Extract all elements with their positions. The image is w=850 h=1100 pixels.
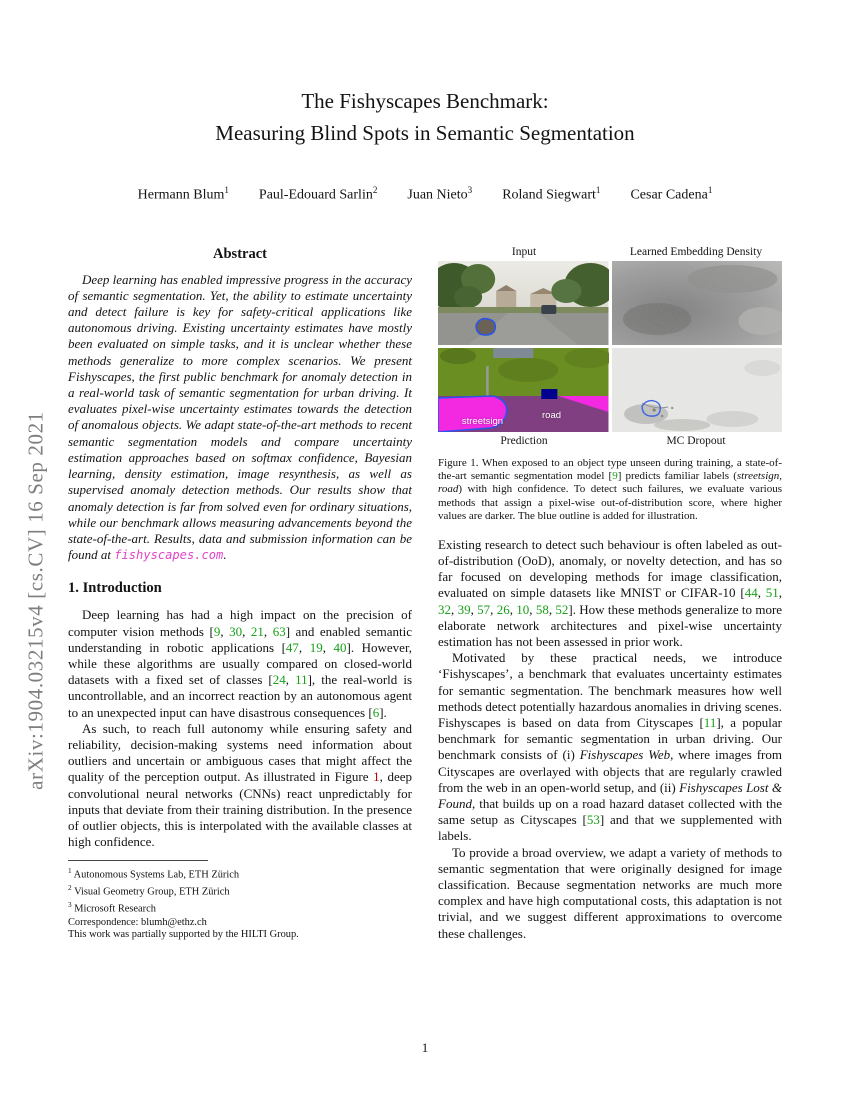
footnote-funding: This work was partially supported by the HILTI Group.	[68, 929, 299, 941]
right-column	[438, 246, 782, 942]
citation-link[interactable]: 47	[285, 639, 299, 655]
citation-link[interactable]: 51	[765, 585, 779, 601]
figure-1	[438, 246, 782, 524]
footnotes-block	[68, 860, 412, 941]
footnote-affiliation-2: $^2$ Visual Geometry Group, ETH Zürich	[68, 884, 230, 898]
footnote-correspondence: Correspondence: blumh@ethz.ch	[68, 916, 207, 928]
affiliation-mark: 2	[372, 185, 378, 195]
prediction-label-streetsign: streetsign	[461, 416, 504, 428]
citation-link[interactable]: 63	[272, 623, 286, 639]
citation-link[interactable]: 53	[586, 812, 600, 828]
citation-link[interactable]: 26	[496, 601, 510, 617]
citation-link[interactable]: 21	[250, 623, 264, 639]
author-list	[68, 185, 782, 204]
figure-bottom-labels	[438, 435, 782, 447]
footnote-affiliation-1: $^1$ Autonomous Systems Lab, ETH Zürich	[68, 867, 240, 881]
mc-dropout-image	[612, 348, 783, 432]
label-learned-embedding-density: Learned Embedding Density	[629, 245, 763, 258]
right-paragraph-3: To provide a broad overview, we adapt a variety of methods to semantic segmentation that were originally designed for image classification. Because segmentation networks are much more complex and have high computational costs, this adaptation is not trivial, and we suggest different approximations to overcome these challenges.	[438, 844, 782, 941]
figure-prediction-cell	[438, 348, 609, 432]
figure-density-cell	[612, 261, 783, 345]
figure-input-cell	[438, 261, 609, 345]
right-paragraph-1: Existing research to detect such behaviour is often labeled as out-of-distribution (OoD), anomaly, or novelty detection, and has so far focused on developing methods for image classification, evaluated on simple datasets like MNIST or CIFAR-10 [44, 51, 32, 39, 57, 26, 10, 58, 52]. How these methods generalize to more elaborate network architectures and pixel-wise uncertainty estimation has not been assessed in prior work.	[438, 536, 783, 649]
label-prediction: Prediction	[500, 434, 548, 447]
citation-link[interactable]: 24	[272, 672, 286, 688]
footnote-rule	[68, 860, 208, 861]
right-paragraph-2: Motivated by these practical needs, we introduce ‘Fishyscapes’, a benchmark that evaluates uncertainty estimates for semantic segmentation. The benchmark measures how well methods detect potentially hazardous anomalies in driving scenes. Fishyscapes is based on data from Cityscapes [11], a popular benchmark for semantic segmentation in urban driving. Our benchmark consists of (i) Fishyscapes Web, where images from Cityscapes are overlayed with objects that are regularly crawled from the web in an open-world setup, and (ii) Fishyscapes Lost & Found, that builds up on a road hazard dataset collected with the same setup as Cityscapes [53] and that we supplemented with labels.	[438, 650, 782, 844]
figure-image-grid	[438, 261, 782, 432]
citation-link[interactable]: 11	[295, 672, 308, 688]
title-line-1: The Fishyscapes Benchmark:	[301, 89, 549, 113]
author-3: Juan Nieto$^3$	[407, 185, 473, 203]
author-4: Roland Siegwart$^1$	[502, 185, 601, 203]
intro-paragraph-2: As such, to reach full autonomy while ensuring safety and reliability, decision-making systems need information about outliers and uncertain or ambiguous cases that might affect the quality of the perception output. As illustrated in Figure 1, deep convolutional neural networks (CNNs) react unpredictably for inputs that deviate from their training distribution. In the presence of outlier objects, this is interpolated with the available classes at high confidence.	[68, 720, 412, 850]
affiliation-mark: 3	[467, 185, 473, 195]
paper-title	[68, 86, 782, 149]
footnote-affiliation-3: $^3$ Microsoft Research	[68, 901, 156, 915]
author-5: Cesar Cadena$^1$	[630, 185, 713, 203]
citation-link[interactable]: 57	[477, 601, 491, 617]
abstract-heading: Abstract	[213, 245, 267, 262]
citation-link[interactable]: 10	[516, 601, 530, 617]
label-input: Input	[511, 245, 537, 258]
figure-mc-dropout-cell	[612, 348, 783, 432]
figure-1-caption: Figure 1. When exposed to an object type unseen during training, a state-of-the-art semantic segmentation model [9] predicts familiar labels (streetsign, road) with high confidence. To detect such failures, we evaluate various methods that assign a pixel-wise out-of-distribution score, where higher values are darker. The blue outline is added for illustration.	[438, 456, 783, 523]
page-number: 1	[421, 1040, 429, 1055]
prediction-label-road: road	[542, 409, 562, 421]
citation-link[interactable]: 9	[612, 470, 618, 483]
citation-link[interactable]: 40	[333, 639, 347, 655]
arxiv-watermark: arXiv:1904.03215v4 [cs.CV] 16 Sep 2021	[23, 411, 48, 790]
affiliation-mark: 1	[595, 185, 601, 195]
citation-link[interactable]: 32	[438, 601, 451, 617]
fishyscapes-link[interactable]: fishyscapes.com	[114, 548, 224, 563]
input-street-scene-image	[438, 261, 609, 345]
two-column-body	[68, 246, 782, 942]
paper-content	[68, 86, 782, 942]
affiliation-mark: 1	[707, 185, 713, 195]
figure-top-labels	[438, 246, 782, 258]
abstract-text: Deep learning has enabled impressive progress in the accuracy of semantic segmentation. Yet, the ability to estimate uncertainty and detect failure is key for safety-critical applications like autonomous driving. Existing uncertainty estimates have mostly been evaluated on simple tasks, and it is unclear whether these methods generalize to more complex scenarios. We present Fishyscapes, the first public benchmark for anomaly detection in a real-world task of semantic segmentation for urban driving. It evaluates pixel-wise uncertainty estimates towards the detection of anomalous objects. We adapt state-of-the-art methods to recent semantic segmentation models and compare uncertainty estimation approaches based on softmax confidence, Bayesian learning, density estimation, image resynthesis, as well as supervised anomaly detection methods. Our results show that anomaly detection is far from solved even for ordinary situations, while our benchmark allows measuring advancements beyond the state-of-the-art. Results, data and submission information can be found at fishyscapes.com.	[68, 271, 412, 563]
citation-link[interactable]: 30	[229, 623, 243, 639]
title-line-2: Measuring Blind Spots in Semantic Segmentation	[215, 120, 635, 145]
label-mc-dropout: MC Dropout	[666, 434, 726, 447]
figure-reference-link[interactable]: 1	[373, 769, 380, 785]
citation-link[interactable]: 39	[457, 601, 471, 617]
citation-link[interactable]: 11	[703, 714, 717, 730]
section-heading-introduction: 1. Introduction	[68, 580, 162, 597]
citation-link[interactable]: 6	[372, 704, 380, 720]
citation-link[interactable]: 19	[309, 639, 323, 655]
left-column	[68, 246, 412, 942]
author-2: Paul-Edouard Sarlin$^2$	[258, 185, 378, 203]
intro-paragraph-1: Deep learning has had a high impact on the precision of computer vision methods [9, 30, 21, 63] and enabled semantic understanding in robotic applications [47, 19, 40]. However, while these algorithms are usually compared on closed-world datasets with a fixed set of classes [24, 11], the real-world is uncontrollable, and an incorrect reaction by an autonomous agent to an unexpected input can have disastrous consequences [6].	[68, 607, 412, 720]
embedding-density-image	[612, 261, 783, 345]
citation-link[interactable]: 52	[555, 601, 569, 617]
author-1: Hermann Blum$^1$	[137, 185, 229, 203]
affiliation-mark: 1	[224, 185, 229, 195]
citation-link[interactable]: 58	[535, 601, 549, 617]
citation-link[interactable]: 9	[213, 623, 221, 639]
citation-link[interactable]: 44	[744, 585, 758, 601]
